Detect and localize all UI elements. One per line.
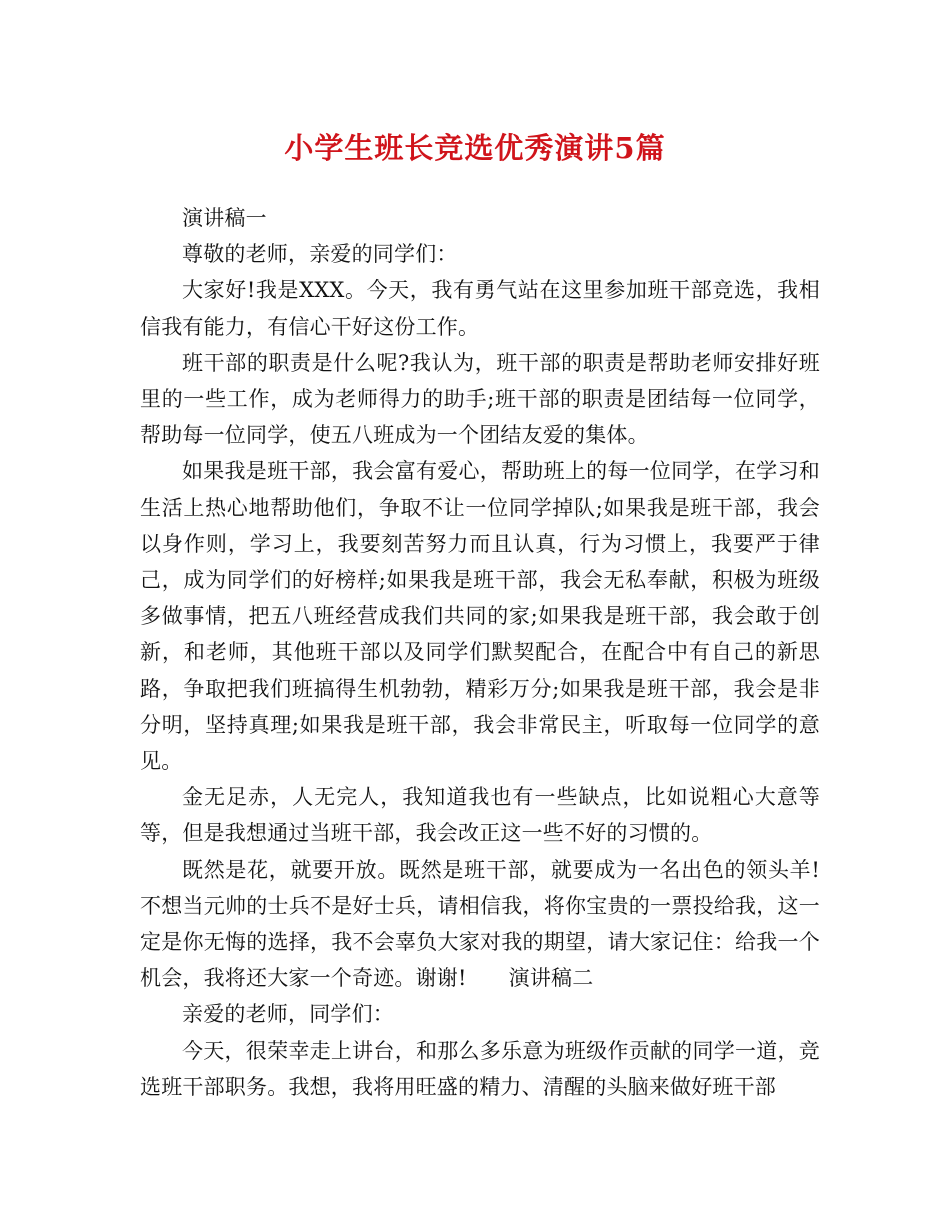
paragraph-duties: 班干部的职责是什么呢?我认为，班干部的职责是帮助老师安排好班里的一些工作，成为老师得力的助手;班干部的职责是团结每一位同学，帮助每一位同学，使五八班成为一个团结友爱的集体。 [140, 350, 820, 448]
paragraph-heading-speech-1: 演讲稿一 [182, 206, 267, 230]
document-body [140, 200, 820, 1105]
heading-speech-2: 演讲稿二 [508, 966, 594, 991]
paragraph-closing [140, 852, 820, 997]
paragraph-greeting: 大家好!我是XXX。今天，我有勇气站在这里参加班干部竞选，我相信我有能力，有信心干好这份工作。 [140, 278, 820, 339]
paragraph-shortcomings: 金无足赤，人无完人，我知道我也有一些缺点，比如说粗心大意等等，但是我想通过当班干部，我会改正这一些不好的习惯的。 [140, 785, 820, 846]
paragraph-if-i-am-leader: 如果我是班干部，我会富有爱心，帮助班上的每一位同学，在学习和生活上热心地帮助他们，争取不让一位同学掉队;如果我是班干部，我会以身作则，学习上，我要刻苦努力而且认真，行为习惯上，我要严于律己，成为同学们的好榜样;如果我是班干部，我会无私奉献，积极为班级多做事情，把五八班经营成我们共同的家;如果我是班干部，我会敢于创新，和老师，其他班干部以及同学们默契配合，在配合中有自己的新思路，争取把我们班搞得生机勃勃，精彩万分;如果我是班干部，我会是非分明，坚持真理;如果我是班干部，我会非常民主，听取每一位同学的意见。 [140, 459, 820, 774]
paragraph-salutation-1: 尊敬的老师，亲爱的同学们： [182, 242, 458, 267]
document-title: 小学生班长竞选优秀演讲5篇 [284, 131, 666, 165]
paragraph-speech-2-intro: 今天，很荣幸走上讲台，和那么多乐意为班级作贡献的同学一道，竞选班干部职务。我想，我将用旺盛的精力、清醒的头脑来做好班干部 [140, 1038, 820, 1099]
closing-text: 既然是花，就要开放。既然是班干部，就要成为一名出色的领头羊!不想当元帅的士兵不是好士兵，请相信我，将你宝贵的一票投给我，这一定是你无悔的选择，我不会辜负大家对我的期望，请大家记住：给我一个机会，我将还大家一个奇迹。谢谢! [140, 857, 820, 991]
paragraph-salutation-2: 亲爱的老师，同学们： [182, 1002, 394, 1027]
